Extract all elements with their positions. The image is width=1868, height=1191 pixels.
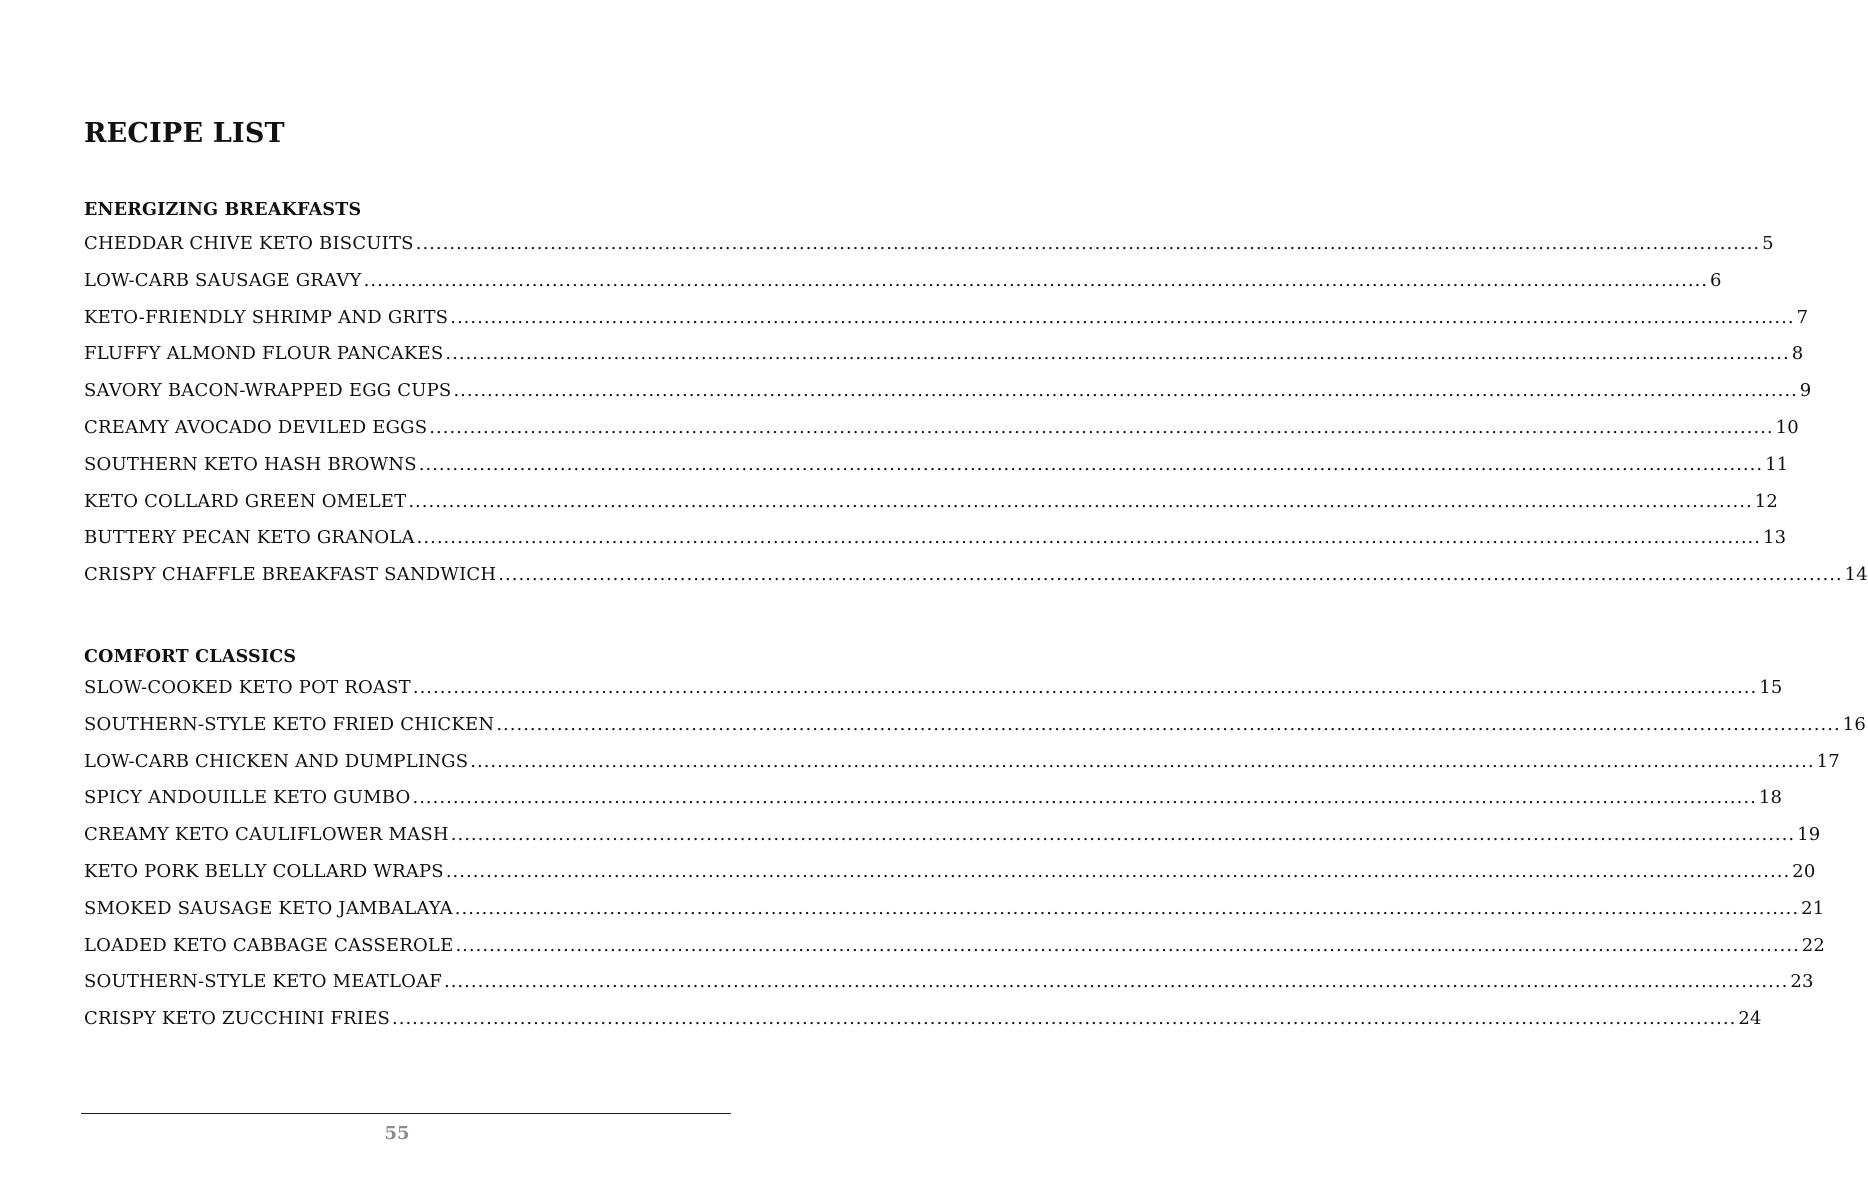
dot-leader: ........................................................................................................................................................................................................	[455, 934, 1800, 956]
toc-entry-page-number: 22	[1801, 934, 1826, 956]
toc-entry-page-number: 13	[1763, 527, 1787, 549]
toc-entry	[84, 233, 1774, 270]
toc-entry-page-number: 17	[1816, 750, 1840, 772]
toc-list-energizing-breakfasts	[84, 233, 1868, 601]
toc-entry	[84, 380, 1812, 417]
toc-entry	[84, 490, 1778, 528]
toc-entry-page-number: 11	[1765, 453, 1789, 475]
dot-leader: ........................................................................................................................................................................................................	[415, 233, 1761, 254]
toc-entry	[84, 527, 1787, 564]
toc-entry	[84, 306, 1809, 344]
dot-leader: ........................................................................................................................................................................................................	[412, 677, 1758, 698]
toc-entry	[84, 971, 1814, 1008]
toc-entry-title: KETO-FRIENDLY SHRIMP AND GRITS	[84, 306, 449, 328]
section-heading-energizing-breakfasts: ENERGIZING BREAKFASTS	[84, 200, 362, 220]
toc-entry-title: FLUFFY ALMOND FLOUR PANCAKES	[84, 343, 444, 365]
toc-entry-title: SAVORY BACON-WRAPPED EGG CUPS	[84, 380, 452, 402]
dot-leader: ........................................................................................................................................................................................................	[408, 490, 1753, 512]
dot-leader: ........................................................................................................................................................................................................	[470, 750, 1815, 772]
toc-entry-page-number: 6	[1710, 269, 1722, 291]
toc-entry-page-number: 12	[1754, 490, 1778, 512]
dot-leader: ........................................................................................................................................................................................................	[412, 787, 1757, 809]
toc-entry	[84, 343, 1804, 380]
dot-leader: ........................................................................................................................................................................................................	[392, 1008, 1737, 1030]
toc-entry	[84, 824, 1821, 861]
toc-entry	[84, 677, 1783, 714]
toc-entry	[84, 1008, 1762, 1045]
toc-entry-page-number: 23	[1790, 971, 1814, 993]
toc-entry	[84, 269, 1722, 307]
toc-entry-title: LOADED KETO CABBAGE CASSEROLE	[84, 934, 454, 956]
toc-entry-page-number: 18	[1758, 787, 1783, 809]
toc-entry-page-number: 8	[1791, 343, 1804, 365]
toc-entry-title: SPICY ANDOUILLE KETO GUMBO	[84, 787, 411, 809]
dot-leader: ........................................................................................................................................................................................................	[418, 453, 1764, 475]
toc-entry-title: CRISPY KETO ZUCCHINI FRIES	[84, 1008, 390, 1030]
toc-entry-page-number: 21	[1801, 897, 1825, 919]
toc-entry-title: CREAMY AVOCADO DEVILED EGGS	[84, 416, 428, 438]
toc-entry	[84, 564, 1868, 601]
dot-leader: ........................................................................................................................................................................................................	[450, 306, 1795, 328]
toc-entry	[84, 713, 1866, 751]
dot-leader: ........................................................................................................................................................................................................	[454, 897, 1800, 919]
toc-entry	[84, 860, 1816, 898]
section-heading-comfort-classics: COMFORT CLASSICS	[84, 647, 297, 667]
toc-entry	[84, 453, 1789, 491]
dot-leader: ........................................................................................................................................................................................................	[363, 269, 1708, 291]
toc-entry-title: KETO PORK BELLY COLLARD WRAPS	[84, 860, 444, 882]
dot-leader: ........................................................................................................................................................................................................	[450, 824, 1796, 846]
toc-entry-page-number: 15	[1759, 677, 1783, 698]
toc-entry-page-number: 24	[1738, 1008, 1762, 1030]
dot-leader: ........................................................................................................................................................................................................	[445, 860, 1791, 882]
dot-leader: ........................................................................................................................................................................................................	[496, 713, 1841, 735]
toc-entry-page-number: 19	[1797, 824, 1821, 846]
toc-entry	[84, 750, 1840, 788]
toc-entry-page-number: 16	[1842, 713, 1866, 735]
toc-entry	[84, 416, 1799, 454]
dot-leader: ........................................................................................................................................................................................................	[429, 416, 1774, 438]
toc-entry-page-number: 5	[1762, 233, 1774, 254]
toc-list-comfort-classics	[84, 677, 1866, 1045]
dot-leader: ........................................................................................................................................................................................................	[453, 380, 1798, 402]
dot-leader: ........................................................................................................................................................................................................	[445, 343, 1790, 365]
footer-divider	[81, 1113, 731, 1114]
toc-entry-title: SOUTHERN-STYLE KETO MEATLOAF	[84, 971, 442, 993]
toc-entry-title: LOW-CARB CHICKEN AND DUMPLINGS	[84, 750, 469, 772]
toc-entry-title: LOW-CARB SAUSAGE GRAVY	[84, 269, 362, 291]
toc-entry-title: SOUTHERN KETO HASH BROWNS	[84, 453, 417, 475]
dot-leader: ........................................................................................................................................................................................................	[498, 564, 1843, 586]
page-title: RECIPE LIST	[84, 118, 285, 149]
toc-entry-title: CHEDDAR CHIVE KETO BISCUITS	[84, 233, 414, 254]
page-number: 55	[384, 1123, 410, 1144]
toc-entry-title: CRISPY CHAFFLE BREAKFAST SANDWICH	[84, 564, 497, 586]
toc-entry-page-number: 7	[1796, 306, 1809, 328]
toc-entry	[84, 787, 1783, 824]
toc-entry-title: KETO COLLARD GREEN OMELET	[84, 490, 407, 512]
toc-entry-page-number: 14	[1844, 564, 1868, 586]
toc-entry-page-number: 9	[1799, 380, 1812, 402]
dot-leader: ........................................................................................................................................................................................................	[416, 527, 1761, 549]
toc-entry-title: CREAMY KETO CAULIFLOWER MASH	[84, 824, 449, 846]
toc-entry-title: SLOW-COOKED KETO POT ROAST	[84, 677, 411, 698]
toc-entry-title: SMOKED SAUSAGE KETO JAMBALAYA	[84, 897, 453, 919]
toc-entry-title: BUTTERY PECAN KETO GRANOLA	[84, 527, 415, 549]
toc-entry	[84, 934, 1826, 972]
toc-entry-page-number: 20	[1792, 860, 1816, 882]
toc-entry-page-number: 10	[1775, 416, 1799, 438]
toc-entry	[84, 897, 1825, 935]
toc-entry-title: SOUTHERN-STYLE KETO FRIED CHICKEN	[84, 713, 495, 735]
dot-leader: ........................................................................................................................................................................................................	[443, 971, 1789, 993]
